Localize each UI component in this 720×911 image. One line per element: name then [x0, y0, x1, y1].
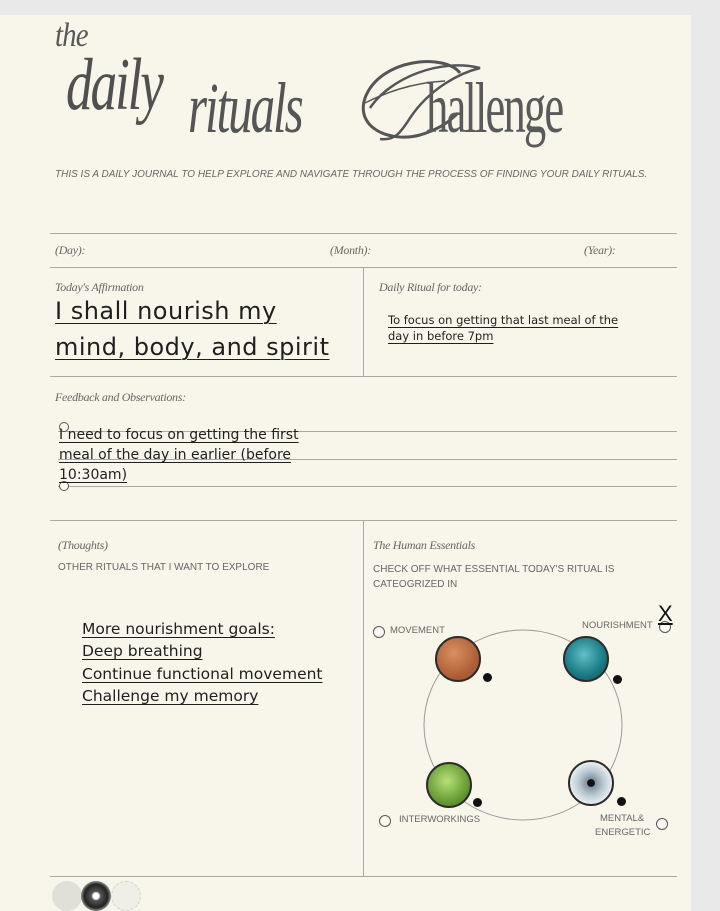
thoughts-caption: OTHER RITUALS THAT I WANT TO EXPLORE [58, 562, 270, 573]
feedback-line-3: 10:30am) [59, 467, 128, 483]
affirmation-label: Today's Affirmation [55, 280, 144, 294]
journal-page [0, 15, 691, 911]
year-label: (Year): [584, 243, 616, 257]
interworkings-orb [426, 762, 472, 808]
daily-ritual-line-1: To focus on getting that last meal of the [388, 313, 619, 327]
essentials-label: The Human Essentials [373, 538, 476, 552]
divider-affirmation-vertical [363, 267, 364, 376]
affirmation-line-2: mind, body, and spirit [55, 333, 330, 361]
nourishment-check-mark: X [658, 601, 673, 626]
divider-essentials-vertical [363, 520, 364, 876]
interworkings-checkbox[interactable] [379, 815, 391, 827]
divider-affirmation-bottom [50, 376, 677, 377]
thought-item-4: Challenge my memory [82, 687, 259, 705]
page-indicator-1[interactable] [52, 881, 82, 911]
affirmation-line-1: I shall nourish my [55, 297, 277, 325]
daily-ritual-label: Daily Ritual for today: [379, 280, 482, 294]
mental-dot [617, 797, 626, 806]
day-label: (Day): [55, 243, 86, 257]
page-indicator-2[interactable] [81, 881, 111, 911]
interworkings-dot [473, 798, 482, 807]
movement-dot [483, 673, 492, 682]
feedback-label: Feedback and Observations: [55, 390, 186, 404]
title-daily: daily [66, 44, 162, 126]
daily-ritual-line-2: day in before 7pm [388, 329, 494, 343]
mental-checkbox[interactable] [656, 818, 668, 830]
feedback-line-2: meal of the day in earlier (before [59, 447, 292, 463]
title-rituals: rituals [188, 68, 302, 148]
nourishment-label: NOURISHMENT [582, 620, 653, 631]
mental-label-line-1: MENTAL& [600, 813, 645, 824]
mental-energetic-orb [568, 760, 614, 806]
title-the: the [55, 17, 88, 54]
title-hallenge: hallenge [426, 68, 563, 148]
thoughts-label: (Thoughts) [58, 538, 108, 552]
feedback-line-1: I need to focus on getting the first [59, 427, 299, 443]
movement-label: MOVEMENT [390, 625, 445, 636]
nourishment-dot [613, 675, 622, 684]
thought-item-2: Deep breathing [82, 642, 203, 660]
essentials-caption: CHECK OFF WHAT ESSENTIAL TODAY'S RITUAL IS CATEOGRIZED IN [373, 564, 615, 590]
movement-checkbox[interactable] [373, 626, 385, 638]
movement-orb [435, 636, 481, 682]
thought-item-1: More nourishment goals: [82, 620, 275, 638]
page-indicator-3[interactable] [111, 881, 141, 911]
interworkings-label: INTERWORKINGS [399, 814, 481, 825]
divider-date-top [50, 233, 677, 234]
subtitle: THIS IS A DAILY JOURNAL TO HELP EXPLORE AND NAVIGATE THROUGH THE PROCESS OF FINDING YOUR DAILY RITUALS. [55, 169, 648, 180]
divider-page-bottom [50, 876, 677, 877]
month-label: (Month): [330, 243, 371, 257]
thought-item-3: Continue functional movement [82, 665, 323, 683]
mental-label-line-2: ENERGETIC [595, 827, 651, 838]
feedback-rule-3 [58, 486, 677, 487]
nourishment-orb [563, 636, 609, 682]
